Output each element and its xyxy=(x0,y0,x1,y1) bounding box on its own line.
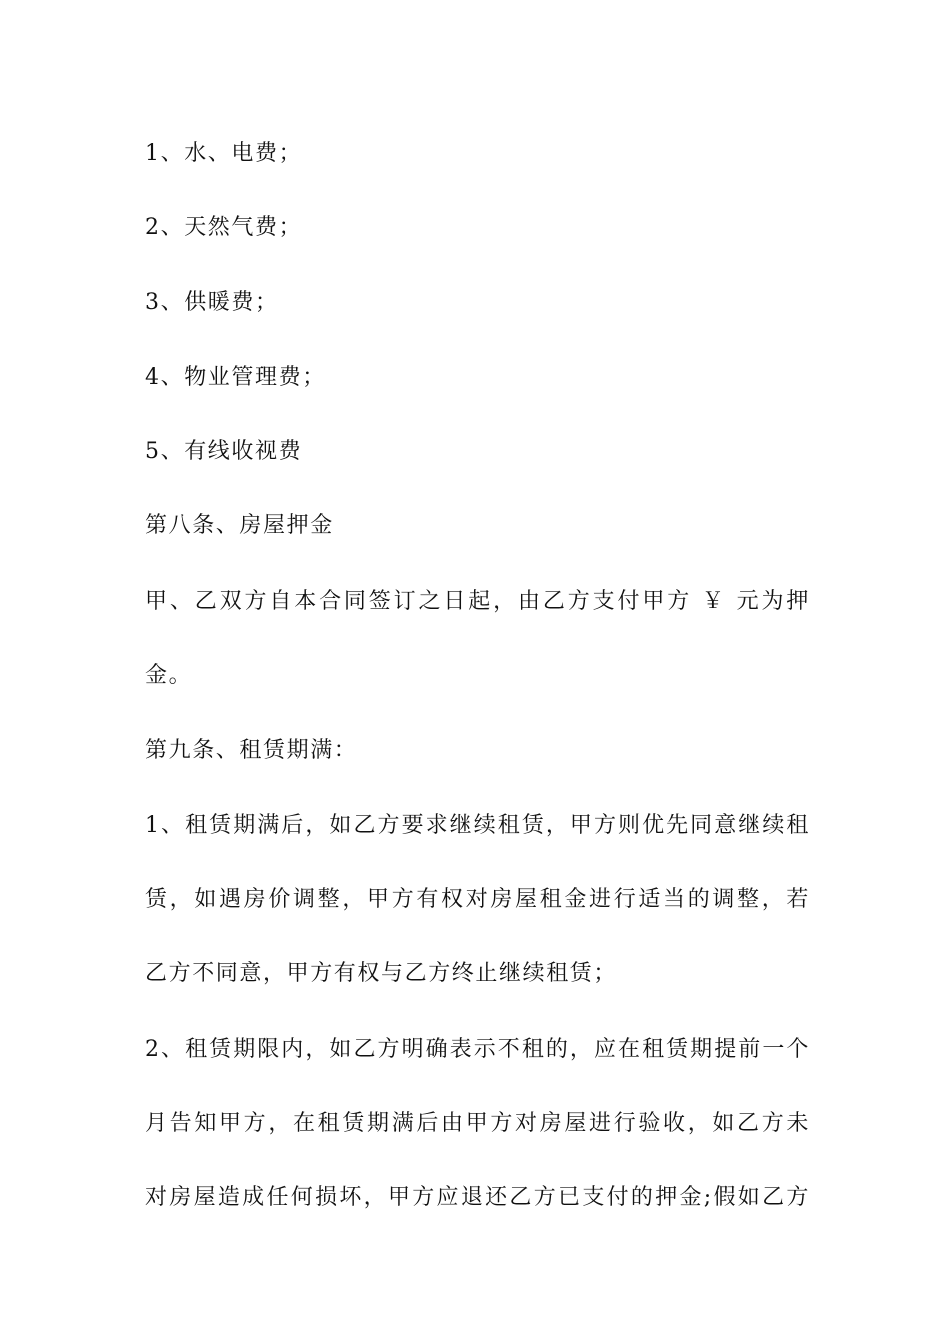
article-nine-heading: 第九条、租赁期满： xyxy=(145,738,358,763)
renewal-paragraph-line: 赁，如遇房价调整，甲方有权对房屋租金进行适当的调整，若 xyxy=(145,887,810,912)
article-eight-heading: 第八条、房屋押金 xyxy=(145,513,334,538)
termination-paragraph-line: 月告知甲方，在租赁期满后由甲方对房屋进行验收，如乙方未 xyxy=(145,1111,810,1136)
fee-item-property-management: 4、物业管理费； xyxy=(145,365,326,390)
deposit-paragraph-line: 金。 xyxy=(145,663,193,688)
deposit-paragraph-line: 甲、乙双方自本合同签订之日起，由乙方支付甲方 ￥ 元为押 xyxy=(145,589,810,614)
renewal-paragraph-line: 乙方不同意，甲方有权与乙方终止继续租赁； xyxy=(145,961,618,986)
termination-paragraph-line: 对房屋造成任何损坏，甲方应退还乙方已支付的押金;假如乙方 xyxy=(145,1185,810,1210)
renewal-paragraph-line: 1、租赁期满后，如乙方要求继续租赁，甲方则优先同意继续租 xyxy=(145,813,810,838)
fee-item-heating: 3、供暖费； xyxy=(145,290,279,315)
fee-item-gas: 2、天然气费； xyxy=(145,215,303,240)
termination-paragraph-line: 2、租赁期限内，如乙方明确表示不租的，应在租赁期提前一个 xyxy=(145,1037,810,1062)
fee-item-utilities: 1、水、电费； xyxy=(145,141,303,166)
fee-item-cable-tv: 5、有线收视费 xyxy=(145,439,303,464)
